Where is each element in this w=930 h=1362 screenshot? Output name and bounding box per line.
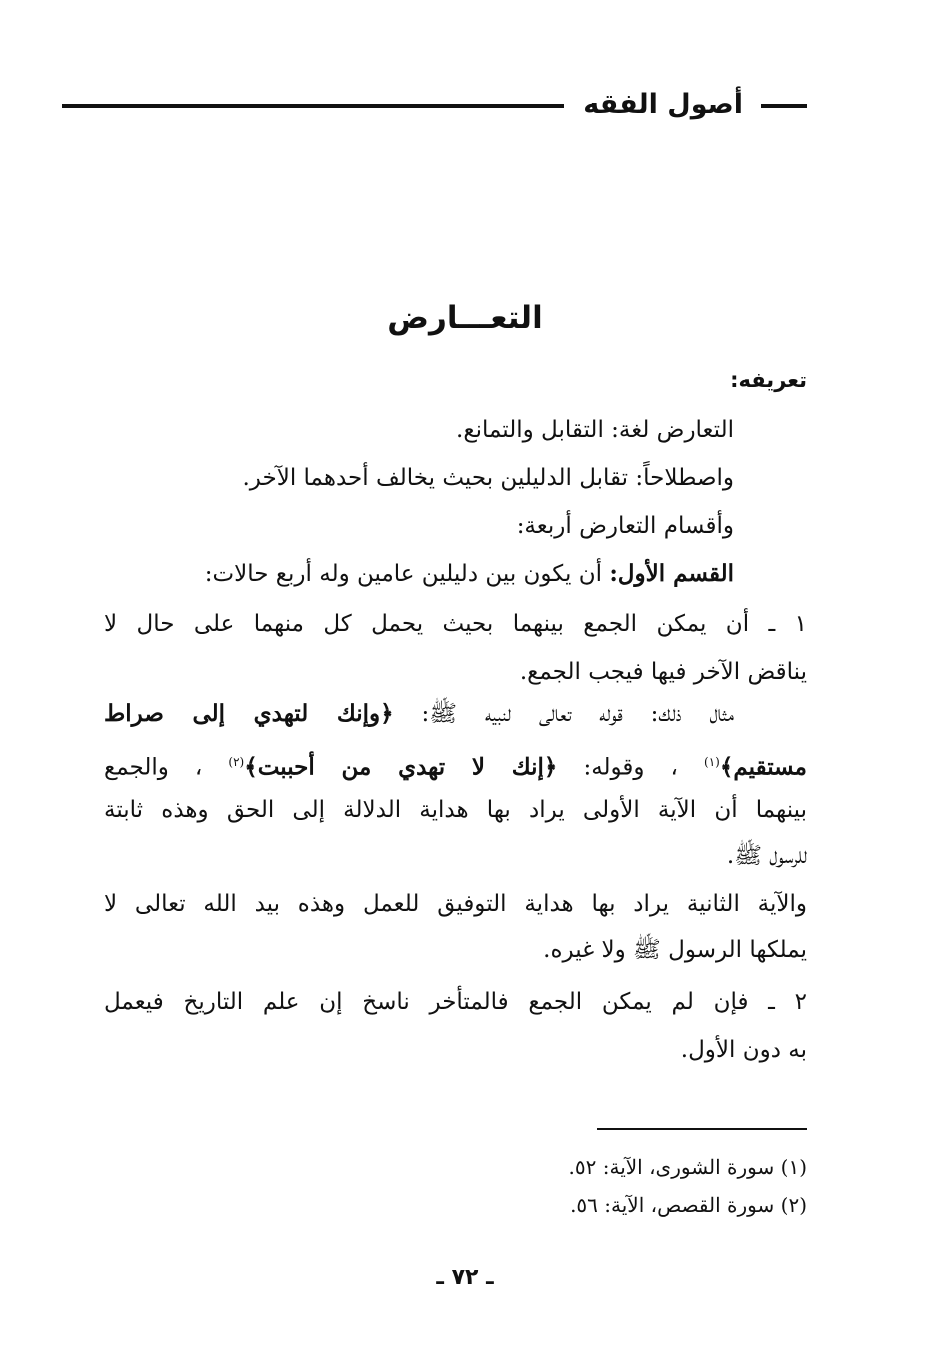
text-line-10: للرسول ﷺ. xyxy=(726,843,807,869)
verse-1-end: مستقيم﴾ xyxy=(719,753,807,781)
verse-2: ﴿إنك لا تهدي من أحببت﴾ xyxy=(244,753,558,781)
text-line-7 xyxy=(104,694,734,734)
footnote-1: (١) سورة الشورى، الآية: ٥٢. xyxy=(568,1155,807,1179)
text-line-3: وأقسام التعارض أربعة: xyxy=(516,513,734,539)
running-head-dash xyxy=(761,104,807,108)
footnote-ref-2: (٢) xyxy=(228,755,245,769)
text-line-4 xyxy=(104,554,734,594)
definition-heading: تعريفه: xyxy=(730,368,807,392)
section-text: أن يكون بين دليلين عامين وله أربع حالات: xyxy=(204,561,610,587)
verse-1-start: ﴿وإنك لتهدي إلى صراط xyxy=(104,700,394,727)
reconcile-text: ، والجمع xyxy=(104,754,229,781)
footnote-ref-1: (١) xyxy=(704,755,720,769)
section-label: القسم الأول: xyxy=(609,560,734,587)
running-head-rule xyxy=(62,104,564,108)
text-line-1: التعارض لغة: التقابل والتمانع. xyxy=(456,417,734,443)
running-head xyxy=(62,86,807,126)
text-line-8 xyxy=(104,742,807,788)
text-line-14: به دون الأول. xyxy=(680,1037,807,1063)
text-line-11: والآية الثانية يراد بها هداية التوفيق للعمل وهذه بيد الله تعالى لا xyxy=(104,891,807,917)
text-line-9: بينهما أن الآية الأولى يراد بها هداية الدلالة إلى الحق وهذه ثابتة xyxy=(104,797,807,823)
text-line-2: واصطلاحاً: تقابل الدليلين بحيث يخالف أحدهما الآخر. xyxy=(242,465,734,491)
chapter-title: التعـــارض xyxy=(387,300,543,336)
text-line-13: ٢ ـ فإن لم يمكن الجمع فالمتأخر ناسخ إن علم التاريخ فيعمل xyxy=(104,989,807,1015)
footnote-separator xyxy=(597,1128,807,1130)
text-line-12: يملكها الرسول ﷺ ولا غيره. xyxy=(543,937,807,963)
footnote-2: (٢) سورة القصص، الآية: ٥٦. xyxy=(570,1193,807,1217)
example-intro: مثال ذلك: قوله تعالى لنبيه ﷺ: xyxy=(393,701,734,727)
running-head-title: أصول الفقه xyxy=(583,89,743,120)
text-line-6: يناقض الآخر فيها فيجب الجمع. xyxy=(519,659,807,685)
page-number: ـ ٧٢ ـ xyxy=(436,1265,494,1290)
connector-text: ، وقوله: xyxy=(557,754,705,781)
text-line-5: ١ ـ أن يمكن الجمع بينهما بحيث يحمل كل منهما على حال لا xyxy=(104,611,807,637)
